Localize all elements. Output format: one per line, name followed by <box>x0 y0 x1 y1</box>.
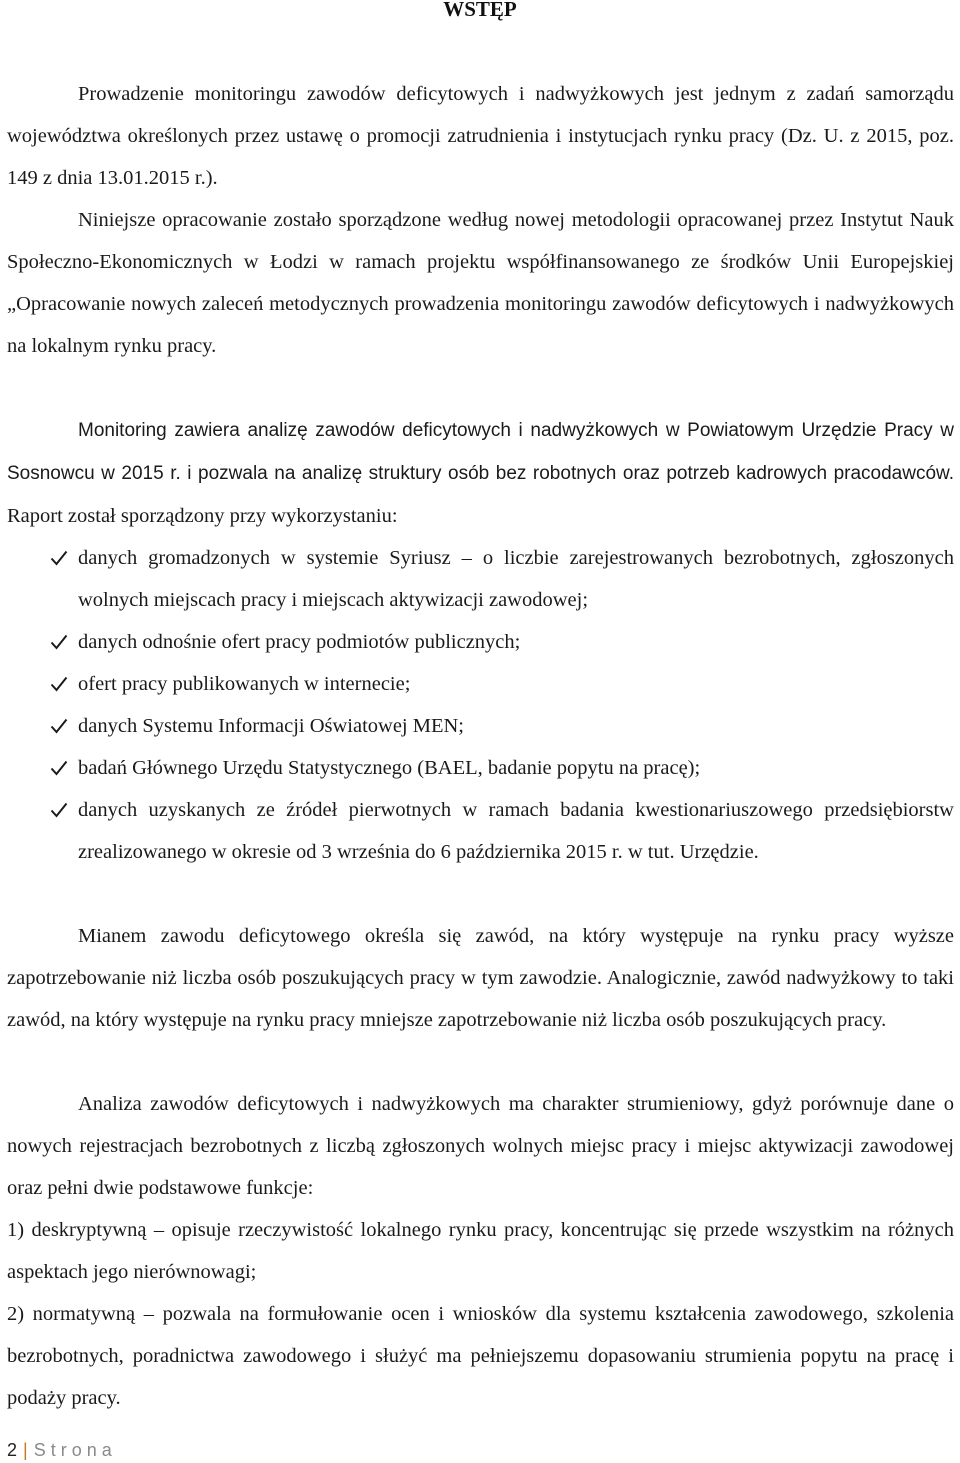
paragraph-monitoring <box>7 409 954 537</box>
data-sources-checklist <box>0 537 960 873</box>
paragraph-monitoring-sans: Monitoring zawiera analizę zawodów deficytowych i nadwyżkowych w Powiatowym Urzędzie Pracy w Sosnowcu w 2015 r. i pozwala na analizę struktury osób bez robotnych oraz potrzeb kadrowych pracodawców. <box>7 420 954 484</box>
function-normative: 2) normatywną – pozwala na formułowanie ocen i wniosków dla systemu kształcenia zawodowego, szkolenia bezrobotnych, poradnictwa zawodowego i służyć ma pełniejszemu dopasowaniu strumienia popytu na pracę i podaży pracy. <box>7 1303 954 1409</box>
check-mark-icon <box>50 705 70 747</box>
checklist-item <box>0 705 954 747</box>
checklist-item <box>0 747 954 789</box>
page-footer <box>7 1438 117 1462</box>
checklist-item-text: ofert pracy publikowanych w internecie; <box>78 673 411 695</box>
page-number: 2 <box>7 1440 18 1460</box>
checklist-item-text: badań Głównego Urzędu Statystycznego (BAEL, badanie popytu na pracę); <box>78 757 701 779</box>
checklist-item-text: danych odnośnie ofert pracy podmiotów publicznych; <box>78 631 521 653</box>
checklist-item <box>0 621 954 663</box>
check-mark-icon <box>50 747 70 789</box>
check-mark-icon <box>50 663 70 705</box>
checklist-item-text: danych gromadzonych w systemie Syriusz – o liczbie zarejestrowanych bezrobotnych, zgłoszonych wolnych miejscach pracy i miejscach aktywizacji zawodowej; <box>78 547 954 611</box>
checklist-item <box>0 537 954 621</box>
page-title: WSTĘP <box>443 0 517 21</box>
check-mark-icon <box>50 789 70 831</box>
function-descriptive: 1) deskryptywną – opisuje rzeczywistość lokalnego rynku pracy, koncentrując się przede wszystkim na różnych aspektach jego nierównowagi; <box>7 1219 954 1283</box>
checklist-item <box>0 789 954 873</box>
checklist-item-text: danych Systemu Informacji Oświatowej MEN; <box>78 715 465 737</box>
footer-page-label: Strona <box>33 1440 117 1460</box>
paragraph-methodology: Niniejsze opracowanie zostało sporządzone według nowej metodologii opracowanej przez Instytut Nauk Społeczno-Ekonomicznych w Łodzi w ramach projektu współfinansowanego ze środków Unii Europejskiej „Opracowanie nowych zaleceń metodycznych prowadzenia monitoringu zawodów deficytowych i nadwyżkowych na lokalnym rynku pracy. <box>7 209 954 357</box>
footer-separator: | <box>23 1440 28 1460</box>
check-mark-icon <box>50 537 70 579</box>
paragraph-monitoring-serif: Raport został sporządzony przy wykorzystaniu: <box>7 505 398 527</box>
checklist-item-text: danych uzyskanych ze źródeł pierwotnych w ramach badania kwestionariuszowego przedsiębiorstw zrealizowanego w okresie od 3 września do 6 października 2015 r. w tut. Urzędzie. <box>78 799 954 863</box>
paragraph-analysis: Analiza zawodów deficytowych i nadwyżkowych ma charakter strumieniowy, gdyż porównuje dane o nowych rejestracjach bezrobotnych z liczbą zgłoszonych wolnych miejsc pracy i miejsc aktywizacji zawodowej oraz pełni dwie podstawowe funkcje: <box>7 1093 954 1199</box>
paragraph-definitions: Mianem zawodu deficytowego określa się zawód, na który występuje na rynku pracy wyższe zapotrzebowanie niż liczba osób poszukujących pracy w tym zawodzie. Analogicznie, zawód nadwyżkowy to taki zawód, na który występuje na rynku pracy mniejsze zapotrzebowanie niż liczba osób poszukujących pracy. <box>7 925 954 1031</box>
check-mark-icon <box>50 621 70 663</box>
paragraph-intro: Prowadzenie monitoringu zawodów deficytowych i nadwyżkowych jest jednym z zadań samorządu województwa określonych przez ustawę o promocji zatrudnienia i instytucjach rynku pracy (Dz. U. z 2015, poz. 149 z dnia 13.01.2015 r.). <box>7 83 954 189</box>
checklist-item <box>0 663 954 705</box>
